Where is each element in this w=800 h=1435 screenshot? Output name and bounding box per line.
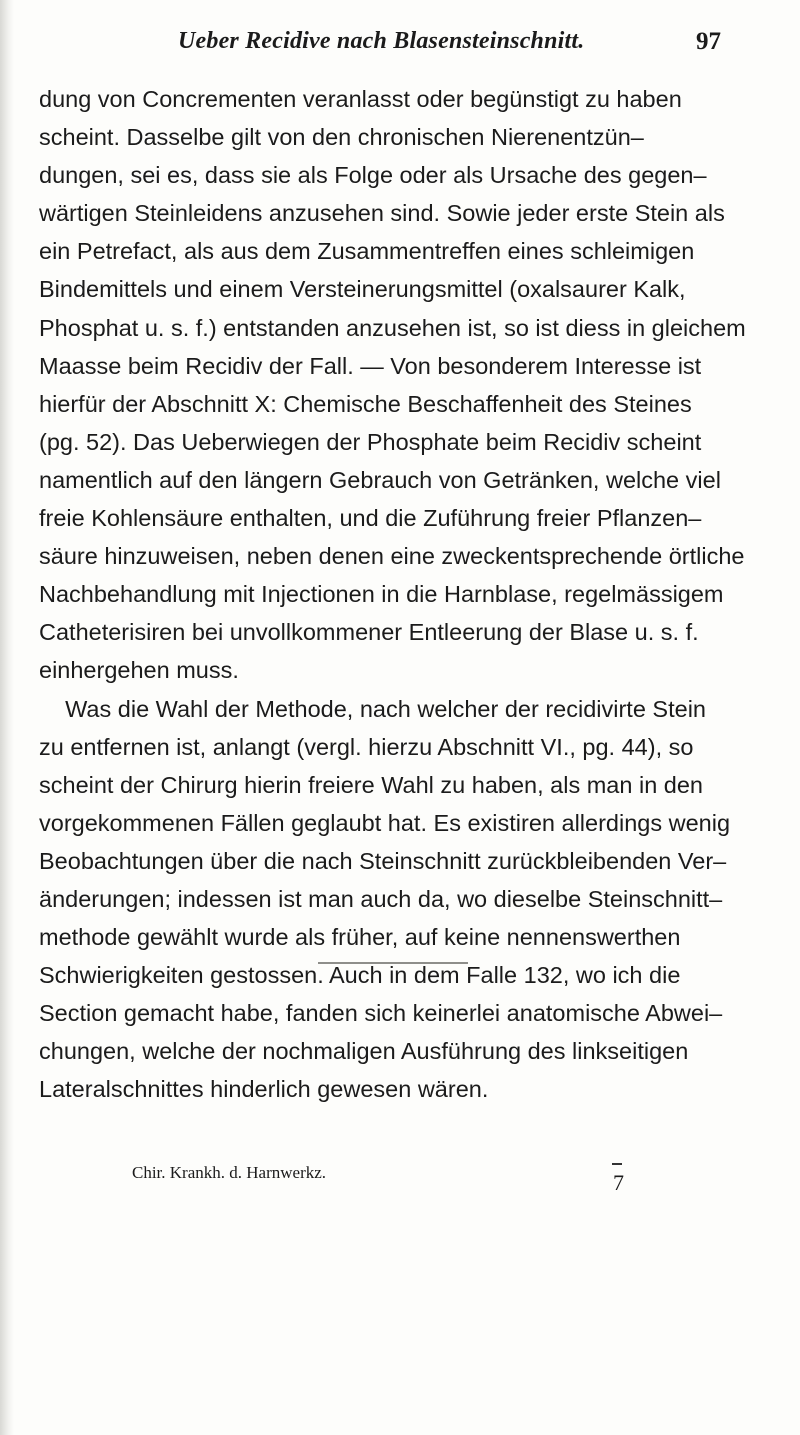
text-line: wärtigen Steinleidens anzusehen sind. Sowie jeder erste Stein als bbox=[39, 200, 725, 227]
text-line: zu entfernen ist, anlangt (vergl. hierzu Abschnitt VI., pg. 44), so bbox=[39, 733, 694, 760]
running-title: Ueber Recidive nach Blasensteinschnitt. bbox=[178, 28, 585, 54]
text-line: scheint der Chirurg hierin freiere Wahl zu haben, als man in den bbox=[39, 771, 704, 798]
text-line: Bindemittels und einem Versteinerungsmittel (oxalsaurer Kalk, bbox=[39, 276, 686, 303]
text-line: Was die Wahl der Methode, nach welcher der recidivirte Stein bbox=[39, 695, 706, 722]
text-line: Phosphat u. s. f.) entstanden anzusehen ist, so ist diess in gleichem bbox=[39, 314, 746, 341]
text-line: Nachbehandlung mit Injectionen in die Harnblase, regelmässigem bbox=[39, 581, 724, 608]
text-line: vorgekommenen Fällen geglaubt hat. Es existiren allerdings wenig bbox=[39, 809, 731, 836]
section-divider bbox=[318, 962, 468, 964]
text-line: Beobachtungen über die nach Steinschnitt zurückbleibenden Ver– bbox=[39, 847, 727, 874]
text-line: freie Kohlensäure enthalten, und die Zuführung freier Pflanzen– bbox=[39, 505, 702, 532]
text-line: hierfür der Abschnitt X: Chemische Beschaffenheit des Steines bbox=[39, 390, 692, 417]
gathering-signature: 7 bbox=[613, 1170, 624, 1195]
text-line: dungen, sei es, dass sie als Folge oder als Ursache des gegen– bbox=[39, 162, 707, 189]
text-line: ein Petrefact, als aus dem Zusammentreffen eines schleimigen bbox=[39, 238, 695, 265]
page-header bbox=[0, 28, 800, 62]
text-line: dung von Concrementen veranlasst oder begünstigt zu haben bbox=[39, 86, 682, 112]
page-number: 97 bbox=[696, 28, 721, 55]
text-line: säure hinzuweisen, neben denen eine zweckentsprechende örtliche bbox=[39, 543, 745, 570]
text-line: Section gemacht habe, fanden sich keinerlei anatomische Abwei– bbox=[39, 1000, 723, 1027]
text-line: methode gewählt wurde als früher, auf keine nennenswerthen bbox=[39, 924, 681, 951]
text-line: einhergehen muss. bbox=[39, 657, 239, 684]
footer-signature-line: Chir. Krankh. d. Harnwerkz. bbox=[132, 1163, 327, 1182]
text-line: scheint. Dasselbe gilt von den chronischen Nierenentzün– bbox=[39, 124, 644, 151]
text-line: Lateralschnittes hinderlich gewesen wären. bbox=[39, 1076, 489, 1103]
text-line: änderungen; indessen ist man auch da, wo dieselbe Steinschnitt– bbox=[39, 885, 723, 912]
text-line: chungen, welche der nochmaligen Ausführung des linkseitigen bbox=[39, 1038, 689, 1065]
text-line: Maasse beim Recidiv der Fall. — Von besonderem Interesse ist bbox=[39, 352, 702, 379]
text-line: Catheterisiren bei unvollkommener Entleerung der Blase u. s. f. bbox=[39, 619, 699, 646]
text-line: namentlich auf den längern Gebrauch von Getränken, welche viel bbox=[39, 466, 721, 493]
page-edge-shadow bbox=[0, 0, 14, 1435]
signature-tick bbox=[612, 1163, 622, 1165]
text-line: (pg. 52). Das Ueberwiegen der Phosphate beim Recidiv scheint bbox=[39, 428, 702, 455]
body-text bbox=[39, 80, 746, 1109]
text-line: Schwierigkeiten gestossen. Auch in dem Falle 132, wo ich die bbox=[39, 962, 681, 989]
